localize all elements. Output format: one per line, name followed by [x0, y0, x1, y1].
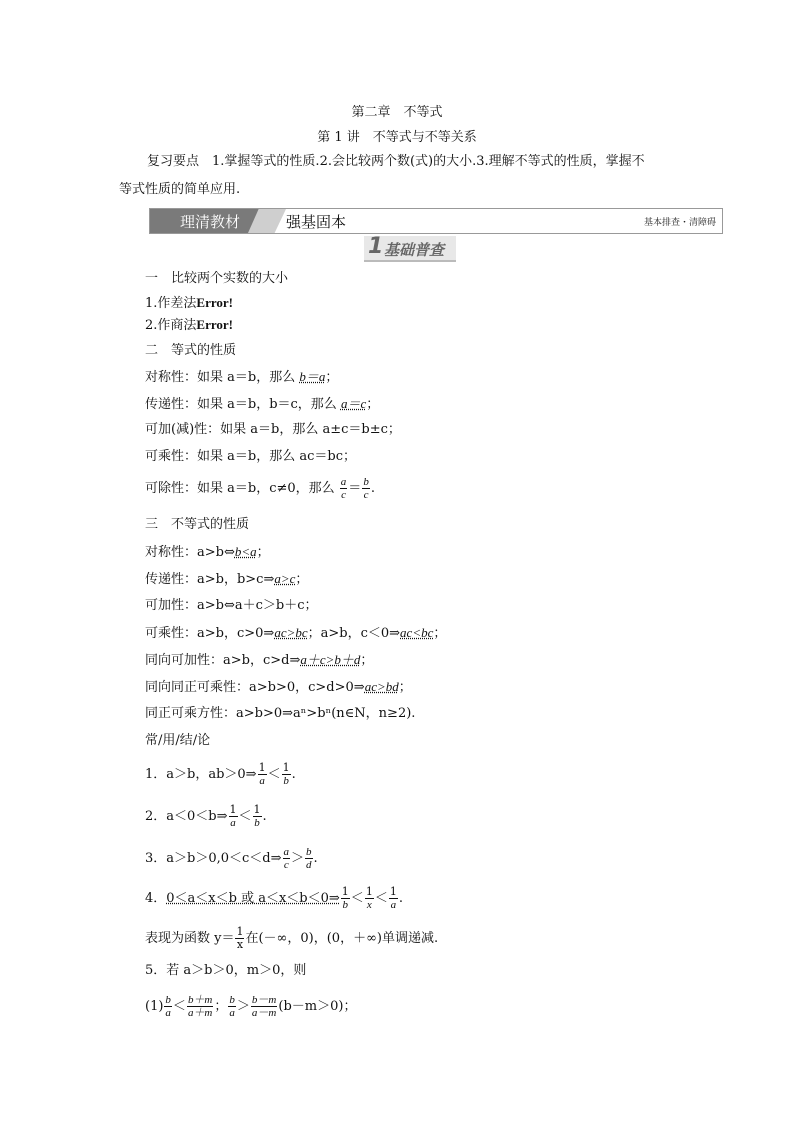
conclusion-4-condition: 0＜a＜x＜b 或 a＜x＜b＜0⇒ — [166, 891, 340, 906]
conclusion-5: 5．若 a＞b＞0，m＞0，则 — [145, 963, 307, 978]
ineq-multiply: 可乘性：a>b，c>0⇒ac>bc；a>b，c＜0⇒ac<bc； — [145, 625, 447, 641]
fraction-1-over-b: $\frac{1}{b}$ — [282, 761, 290, 787]
ineq-additive: 可加性：a>b⇔a＋c＞b＋c； — [145, 598, 318, 613]
answer: b＝a — [299, 369, 326, 384]
conclusion-4: 4．0＜a＜x＜b 或 a＜x＜b＜0⇒ $\frac{1}{b}$ ＜ $\frac{1}{x}$ ＜ $\frac{1}{a}$ . — [145, 885, 403, 911]
banner-left-text: 理清教材 — [180, 213, 241, 231]
conclusion-1: 1．a＞b，ab＞0⇒ $\frac{1}{a}$ ＜ $\frac{1}{b}$ . — [145, 761, 296, 787]
fraction-1-over-a: $\frac{1}{a}$ — [229, 803, 237, 829]
function-note: 表现为函数 y＝ $\frac{1}{x}$ 在(－∞，0)，(0，＋∞)单调递减. — [145, 925, 439, 951]
conclusion-5-1: (1) $\frac{b}{a}$ ＜ $\frac{b+m}{a+m}$ ； $\frac{b}{a}$ ＞ $\frac{b-m}{a-m}$ (b－m＞0)； — [145, 994, 357, 1019]
section-banner — [149, 208, 723, 234]
fraction-a-over-c: $\frac{a}{c}$ — [283, 846, 290, 871]
eq-divide: 可除性：如果 a＝b，c≠0，那么 $\frac{a}{c}$ ＝ $\frac{b}{c}$ . — [145, 476, 375, 501]
section-subtitle — [364, 236, 456, 262]
ineq-power: 同正可乘方性：a>b>0⇒aⁿ>bⁿ(n∈N，n≥2). — [145, 706, 416, 721]
conclusion-3: 3．a＞b＞0,0＜c＜d⇒ $\frac{a}{c}$ ＞ $\frac{b}{d}$ . — [145, 846, 318, 871]
sec1-item1: 1.作差法Error! — [145, 295, 233, 311]
answer: a＋c>b＋d — [300, 652, 361, 667]
fraction-1-over-a: $\frac{1}{a}$ — [258, 761, 266, 787]
sec1-item2: 2.作商法Error! — [145, 317, 233, 333]
banner-tag: 基本排查・清障碍 — [643, 218, 716, 228]
answer: ac>bd — [364, 679, 399, 694]
answer: ac>bc — [274, 625, 308, 640]
fraction-b-minus-m-over-a-minus-m: $\frac{b-m}{a-m}$ — [251, 994, 277, 1019]
answer: b<a — [234, 544, 257, 559]
conclusion-2: 2．a＜0＜b⇒ $\frac{1}{a}$ ＜ $\frac{1}{b}$ . — [145, 803, 267, 829]
fraction-b-over-a: $\frac{b}{a}$ — [229, 994, 235, 1019]
fraction-1-over-x: $\frac{1}{x}$ — [236, 925, 244, 951]
fraction-b-over-a: $\frac{b}{a}$ — [165, 994, 171, 1019]
review-label: 复习要点 — [147, 154, 200, 169]
review-line2: 等式性质的简单应用. — [119, 182, 241, 197]
sec1-heading: 一 比较两个实数的大小 — [145, 271, 289, 286]
section-title: 基础普查 — [384, 241, 445, 259]
section-number: 1 — [368, 234, 384, 259]
review-points — [147, 153, 645, 171]
banner-right-text: 强基固本 — [286, 213, 347, 231]
error-text: Error! — [196, 295, 233, 310]
answer: a>c — [274, 571, 296, 586]
answer: ac<bc — [400, 625, 434, 640]
review-line1: 1.掌握等式的性质.2.会比较两个数(式)的大小.3.理解不等式的性质，掌握不 — [212, 154, 645, 169]
ineq-symmetry: 对称性：a>b⇔b<a； — [145, 544, 270, 560]
conclusions-heading: 常/用/结/论 — [145, 733, 211, 748]
fraction-1-over-b: $\frac{1}{b}$ — [341, 885, 349, 911]
fraction-b-plus-m-over-a-plus-m: $\frac{b+m}{a+m}$ — [187, 994, 213, 1019]
fraction-a-over-c: $\frac{a}{c}$ — [340, 476, 347, 501]
eq-additive: 可加(减)性：如果 a＝b，那么 a±c＝b±c； — [145, 422, 401, 437]
ineq-same-pos-mult: 同向同正可乘性：a>b>0，c>d>0⇒ac>bd； — [145, 679, 412, 695]
error-text: Error! — [196, 317, 233, 332]
ineq-transitive: 传递性：a>b，b>c⇒a>c； — [145, 571, 309, 587]
eq-symmetry: 对称性：如果 a＝b，那么 b＝a； — [145, 369, 339, 385]
sec3-heading: 三 不等式的性质 — [145, 517, 250, 532]
ineq-same-add: 同向可加性：a>b，c>d⇒a＋c>b＋d； — [145, 652, 374, 668]
fraction-1-over-x: $\frac{1}{x}$ — [365, 885, 373, 911]
eq-transitive: 传递性：如果 a＝b，b＝c，那么 a＝c； — [145, 396, 380, 412]
lesson-title: 第 1 讲 不等式与不等关系 — [317, 130, 477, 145]
chapter-title: 第二章 不等式 — [351, 105, 443, 120]
sec2-heading: 二 等式的性质 — [145, 343, 237, 358]
fraction-1-over-a: $\frac{1}{a}$ — [389, 885, 397, 911]
answer: a＝c — [340, 396, 367, 411]
eq-multiply: 可乘性：如果 a＝b，那么 ac＝bc； — [145, 449, 356, 464]
fraction-1-over-b: $\frac{1}{b}$ — [253, 803, 261, 829]
fraction-b-over-d: $\frac{b}{d}$ — [306, 846, 312, 871]
fraction-b-over-c: $\frac{b}{c}$ — [363, 476, 369, 501]
